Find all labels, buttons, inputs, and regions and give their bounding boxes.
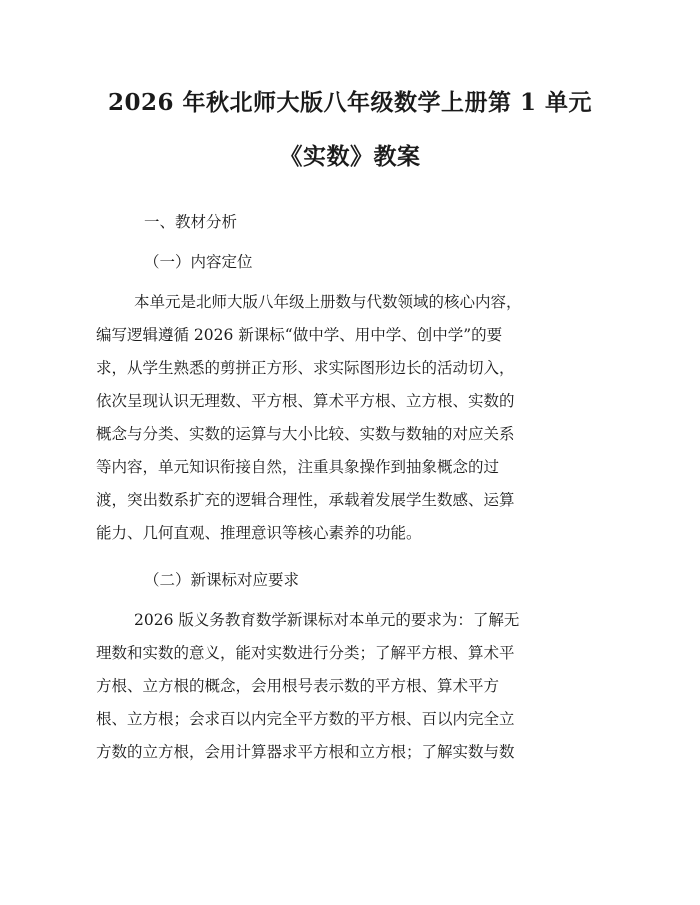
paragraph-line: 根、立方根；会求百以内完全平方数的平方根、百以内完全立 [96, 710, 515, 728]
paragraph-line: 求，从学生熟悉的剪拼正方形、求实际图形边长的活动切入， [96, 359, 515, 377]
paragraph-line: 概念与分类、实数的运算与大小比较、实数与数轴的对应关系 [96, 425, 515, 443]
paragraph-line: 2026 版义务教育数学新课标对本单元的要求为：了解无 [134, 611, 520, 629]
paragraph-line: 本单元是北师大版八年级上册数与代数领域的核心内容， [134, 293, 522, 311]
subsection-heading-curriculum-requirements: （二）新课标对应要求 [144, 571, 300, 589]
paragraph-line: 理数和实数的意义，能对实数进行分类；了解平方根、算术平 [96, 644, 515, 662]
paragraph-line: 渡，突出数系扩充的逻辑合理性，承载着发展学生数感、运算 [96, 491, 515, 509]
paragraph-content-positioning [96, 286, 604, 550]
paragraph-line: 依次呈现认识无理数、平方根、算术平方根、立方根、实数的 [96, 392, 515, 410]
subsection-heading-content-positioning: （一）内容定位 [144, 253, 253, 271]
title-line-2: 《实数》教案 [279, 143, 421, 170]
paragraph-line: 编写逻辑遵循 2026 新课标“做中学、用中学、创中学”的要 [96, 326, 503, 344]
paragraph-line: 方数的立方根，会用计算器求平方根和立方根；了解实数与数 [96, 743, 515, 761]
section-heading-textbook-analysis: 一、教材分析 [144, 213, 238, 231]
paragraph-line: 等内容，单元知识衔接自然，注重具象操作到抽象概念的过 [96, 458, 500, 476]
paragraph-line: 能力、几何直观、推理意识等核心素养的功能。 [96, 524, 422, 542]
document-title [96, 0, 604, 184]
title-line-1: 2026 年秋北师大版八年级数学上册第 1 单元 [107, 89, 593, 116]
paragraph-curriculum-requirements [96, 604, 604, 769]
paragraph-line: 方根、立方根的概念，会用根号表示数的平方根、算术平方 [96, 677, 500, 695]
